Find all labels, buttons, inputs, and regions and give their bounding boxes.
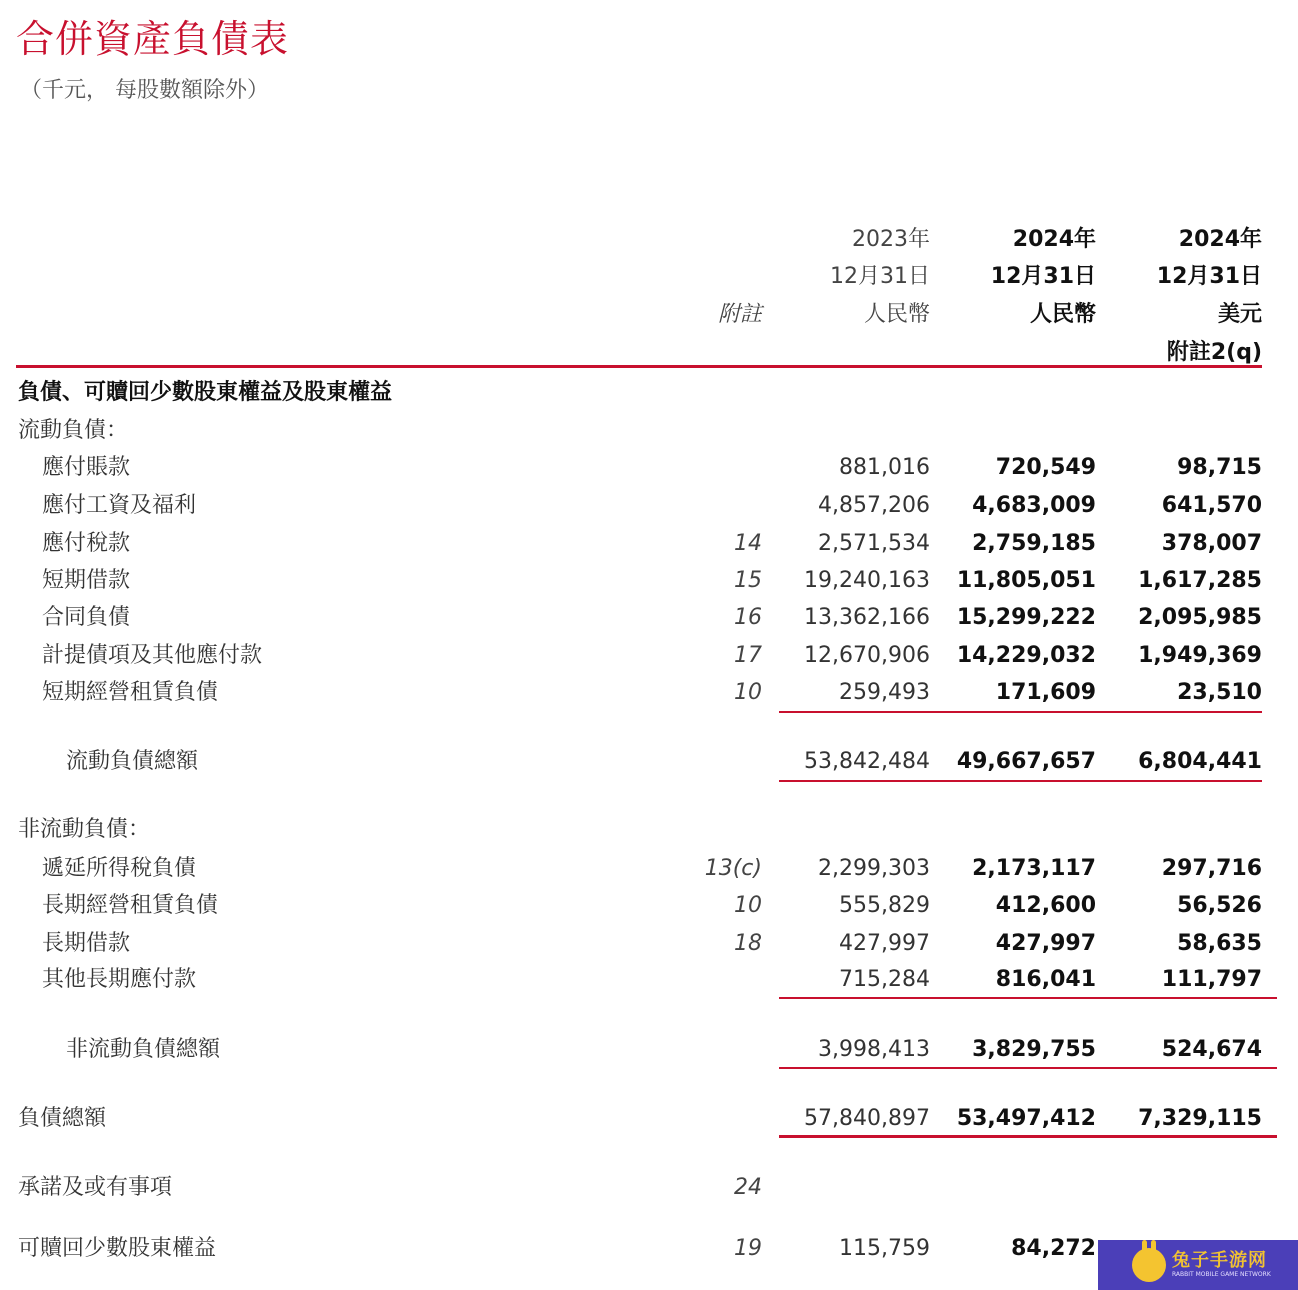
row-label: 承諾及或有事項 bbox=[18, 1175, 173, 1200]
row-value-usd: 56,526 bbox=[1177, 893, 1262, 918]
row-value-usd: 7,329,115 bbox=[1138, 1106, 1262, 1131]
current-heading: 流動負債： bbox=[18, 418, 129, 443]
section-title: 負債、可贖回少數股東權益及股東權益 bbox=[18, 380, 393, 405]
rabbit-icon bbox=[1132, 1248, 1166, 1282]
row-label: 短期借款 bbox=[42, 568, 131, 593]
total-divider bbox=[779, 1067, 1277, 1069]
row-value-2024: 2,759,185 bbox=[972, 531, 1096, 556]
table-row bbox=[0, 488, 1298, 524]
header-usd-note: 附註2(q) bbox=[1166, 340, 1262, 365]
table-row bbox=[0, 962, 1298, 998]
header-2023-year: 2023年 bbox=[852, 227, 930, 252]
row-label: 流動負債總額 bbox=[66, 749, 199, 774]
row-value-usd: 2,095,985 bbox=[1138, 605, 1262, 630]
watermark-main: 兔子手游网 bbox=[1172, 1250, 1267, 1271]
header-2024-year: 2024年 bbox=[1012, 227, 1096, 252]
row-value-usd: 111,797 bbox=[1161, 967, 1262, 992]
row-value-usd: 378,007 bbox=[1161, 531, 1262, 556]
header-2023-date: 12月31日 bbox=[830, 264, 930, 289]
header-usd-year: 2024年 bbox=[1178, 227, 1262, 252]
row-value-usd: 524,674 bbox=[1161, 1037, 1262, 1062]
row-label: 應付賬款 bbox=[42, 455, 131, 480]
row-value-2024: 3,829,755 bbox=[972, 1037, 1096, 1062]
noncurrent-heading: 非流動負債： bbox=[18, 817, 151, 842]
commitments-row bbox=[0, 1170, 1298, 1206]
row-label: 計提債項及其他應付款 bbox=[42, 643, 263, 668]
row-value-usd: 297,716 bbox=[1161, 856, 1262, 881]
row-note: 13(c) bbox=[704, 856, 762, 881]
row-note: 10 bbox=[734, 893, 762, 918]
row-label: 負債總額 bbox=[18, 1106, 107, 1131]
total-divider bbox=[779, 780, 1262, 782]
row-label: 合同負債 bbox=[42, 605, 131, 630]
row-note: 14 bbox=[734, 531, 762, 556]
table-row bbox=[0, 926, 1298, 962]
row-value-2024: 2,173,117 bbox=[972, 856, 1096, 881]
header-usd-currency: 美元 bbox=[1217, 302, 1262, 327]
header-usd-date: 12月31日 bbox=[1156, 264, 1262, 289]
row-label: 長期借款 bbox=[42, 931, 131, 956]
table-row bbox=[0, 450, 1298, 486]
row-value-2024: 816,041 bbox=[995, 967, 1096, 992]
row-note: 16 bbox=[734, 605, 762, 630]
row-value-2023: 4,857,206 bbox=[818, 493, 930, 518]
row-value-2023: 115,759 bbox=[839, 1236, 930, 1261]
table-row bbox=[0, 563, 1298, 599]
row-value-usd: 58,635 bbox=[1177, 931, 1262, 956]
row-value-2024: 11,805,051 bbox=[956, 568, 1096, 593]
row-note: 19 bbox=[734, 1236, 762, 1261]
row-label: 非流動負債總額 bbox=[66, 1037, 221, 1062]
row-label: 遞延所得稅負債 bbox=[42, 856, 197, 881]
grand-total-divider bbox=[779, 1135, 1277, 1138]
row-value-2024: 412,600 bbox=[995, 893, 1096, 918]
row-value-usd: 23,510 bbox=[1177, 680, 1262, 705]
row-note: 24 bbox=[734, 1175, 762, 1200]
row-value-2024: 720,549 bbox=[995, 455, 1096, 480]
total-liabilities-row bbox=[0, 1101, 1298, 1137]
row-value-2023: 13,362,166 bbox=[804, 605, 930, 630]
subtotal-divider bbox=[779, 997, 1277, 999]
row-value-2023: 19,240,163 bbox=[804, 568, 930, 593]
current-total-row bbox=[0, 744, 1298, 780]
header-2023-currency: 人民幣 bbox=[863, 302, 930, 327]
section-title-row bbox=[0, 375, 1298, 411]
row-value-2023: 2,299,303 bbox=[818, 856, 930, 881]
table-row bbox=[0, 851, 1298, 887]
row-note: 15 bbox=[734, 568, 762, 593]
row-value-2024: 427,997 bbox=[995, 931, 1096, 956]
row-value-usd: 1,617,285 bbox=[1138, 568, 1262, 593]
row-label: 應付稅款 bbox=[42, 531, 131, 556]
row-value-2024: 84,272 bbox=[1011, 1236, 1096, 1261]
row-label: 短期經營租賃負債 bbox=[42, 680, 219, 705]
page-title: 合併資產負債表 bbox=[16, 17, 290, 61]
row-value-2023: 3,998,413 bbox=[818, 1037, 930, 1062]
row-label: 其他長期應付款 bbox=[42, 967, 197, 992]
row-note: 10 bbox=[734, 680, 762, 705]
row-note: 18 bbox=[734, 931, 762, 956]
page-subtitle: （千元， 每股數額除外） bbox=[20, 78, 269, 103]
header-divider bbox=[16, 365, 1262, 368]
header-note: 附註 bbox=[717, 302, 762, 327]
row-value-2023: 555,829 bbox=[839, 893, 930, 918]
row-value-usd: 98,715 bbox=[1177, 455, 1262, 480]
row-value-usd: 6,804,441 bbox=[1138, 749, 1262, 774]
subtotal-divider bbox=[779, 711, 1262, 713]
table-row bbox=[0, 600, 1298, 636]
row-value-2023: 259,493 bbox=[839, 680, 930, 705]
row-value-2023: 53,842,484 bbox=[804, 749, 930, 774]
row-value-2024: 14,229,032 bbox=[956, 643, 1096, 668]
row-label: 可贖回少數股東權益 bbox=[18, 1236, 217, 1261]
row-value-2024: 49,667,657 bbox=[956, 749, 1096, 774]
row-value-2023: 427,997 bbox=[839, 931, 930, 956]
noncurrent-heading-row bbox=[0, 812, 1298, 848]
header-2024-date: 12月31日 bbox=[990, 264, 1096, 289]
table-row bbox=[0, 638, 1298, 674]
table-row bbox=[0, 888, 1298, 924]
header-2024-currency: 人民幣 bbox=[1029, 302, 1096, 327]
row-note: 17 bbox=[734, 643, 762, 668]
row-value-2024: 53,497,412 bbox=[956, 1106, 1096, 1131]
row-value-usd: 1,949,369 bbox=[1138, 643, 1262, 668]
table-row bbox=[0, 675, 1298, 711]
row-value-2023: 715,284 bbox=[839, 967, 930, 992]
row-value-2023: 12,670,906 bbox=[804, 643, 930, 668]
row-label: 應付工資及福利 bbox=[42, 493, 197, 518]
watermark-text bbox=[1172, 1251, 1271, 1279]
row-value-2024: 4,683,009 bbox=[972, 493, 1096, 518]
current-heading-row bbox=[0, 413, 1298, 449]
row-label: 長期經營租賃負債 bbox=[42, 893, 219, 918]
row-value-2023: 881,016 bbox=[839, 455, 930, 480]
row-value-2024: 171,609 bbox=[995, 680, 1096, 705]
noncurrent-total-row bbox=[0, 1032, 1298, 1068]
row-value-usd: 641,570 bbox=[1161, 493, 1262, 518]
row-value-2023: 2,571,534 bbox=[818, 531, 930, 556]
row-value-2023: 57,840,897 bbox=[804, 1106, 930, 1131]
watermark-sub: RABBIT MOBILE GAME NETWORK bbox=[1172, 1271, 1271, 1278]
table-row bbox=[0, 526, 1298, 562]
watermark bbox=[1098, 1240, 1298, 1290]
row-value-2024: 15,299,222 bbox=[956, 605, 1096, 630]
